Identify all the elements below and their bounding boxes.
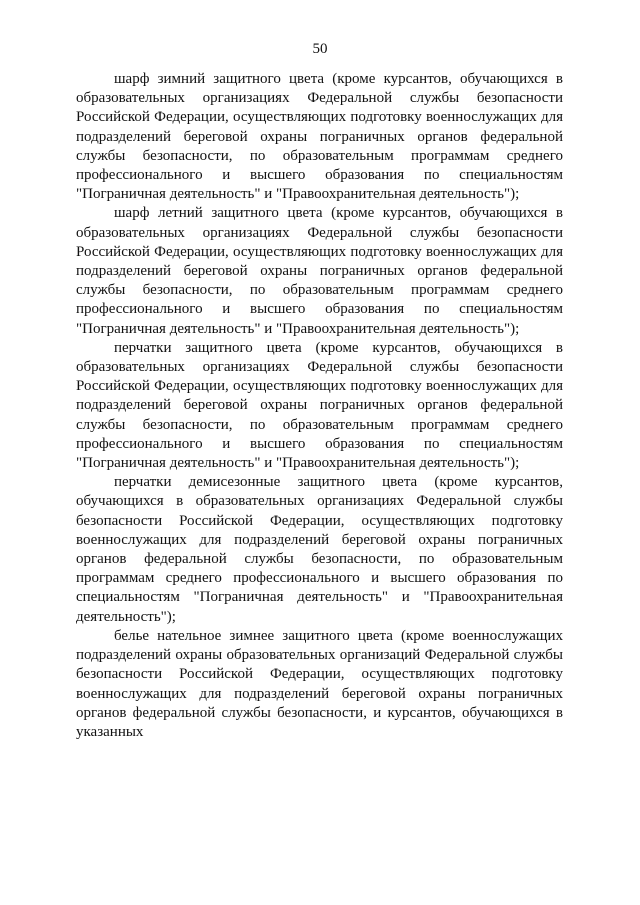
paragraph-winter-scarf: шарф зимний защитного цвета (кроме курсантов, обучающихся в образовательных организациях Федеральной службы безопасности Российской Федерации, осуществляющих подготовку военнослужащих для подразделений береговой охраны пограничных органов федеральной службы безопасности, по образовательным программам среднего профессионального и высшего образования по специальностям "Пограничная деятельность" и "Правоохранительная деятельность"); [76,71,563,203]
paragraph-summer-scarf: шарф летний защитного цвета (кроме курсантов, обучающихся в образовательных организациях Федеральной службы безопасности Российской Федерации, осуществляющих подготовку военнослужащих для подразделений береговой охраны пограничных органов федеральной службы безопасности, по образовательным программам среднего профессионального и высшего образования по специальностям "Пограничная деятельность" и "Правоохранительная деятельность"); [76,205,563,337]
paragraph-demiseason-gloves: перчатки демисезонные защитного цвета (кроме курсантов, обучающихся в образовательных организациях Федеральной службы безопасности Российской Федерации, осуществляющих подготовку военнослужащих для подразделений береговой охраны пограничных органов федеральной службы безопасности, по образовательным программам среднего профессионального и высшего образования по специальностям "Пограничная деятельность" и "Правоохранительная деятельность"); [76,474,563,625]
paragraph-gloves: перчатки защитного цвета (кроме курсантов, обучающихся в образовательных организациях Федеральной службы безопасности Российской Федерации, осуществляющих подготовку военнослужащих для подразделений береговой охраны пограничных органов федеральной службы безопасности, по образовательным программам среднего профессионального и высшего образования по специальностям "Пограничная деятельность" и "Правоохранительная деятельность"); [76,339,563,472]
page-number: 50 [312,41,328,57]
paragraph-winter-underwear: белье нательное зимнее защитного цвета (кроме военнослужащих подразделений охраны образовательных организаций Федеральной службы безопасности Российской Федерации, осуществляющих подготовку военнослужащих для подразделений береговой охраны пограничных органов федеральной службы безопасности, и курсантов, обучающихся в указанных [76,627,563,740]
document-body [76,70,563,742]
